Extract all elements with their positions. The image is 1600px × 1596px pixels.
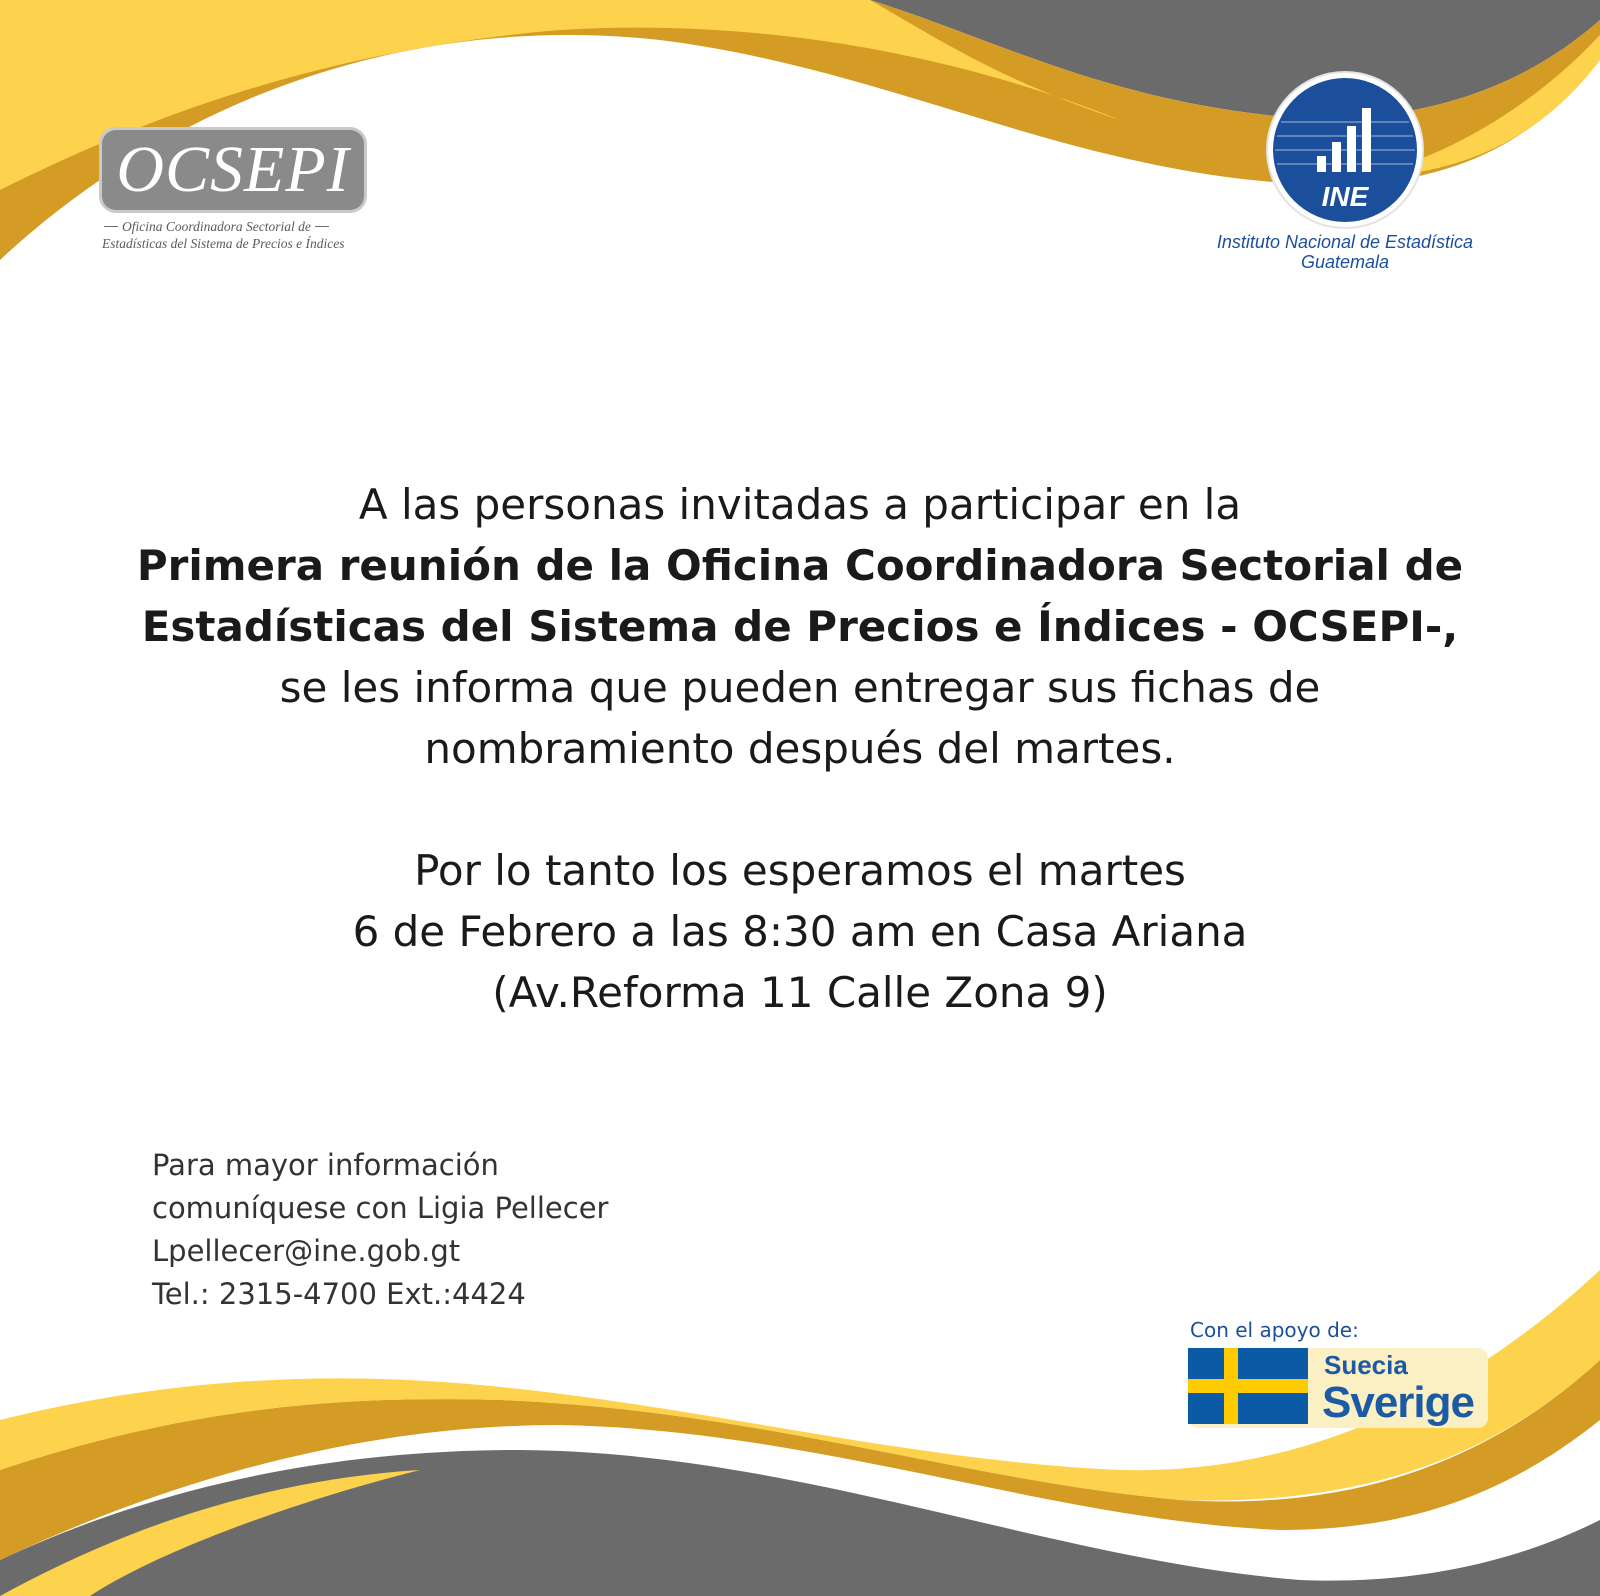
message-line: se les informa que pueden entregar sus fichas de <box>279 663 1321 712</box>
sweden-flag-icon <box>1188 1348 1308 1424</box>
sweden-name-sv: Sverige <box>1322 1378 1474 1427</box>
contact-phone: Tel.: 2315-4700 Ext.:4424 <box>152 1277 526 1311</box>
sweden-logo <box>1188 1348 1488 1428</box>
divider <box>315 226 329 227</box>
message-line-bold: Primera reunión de la Oficina Coordinadora Sectorial de <box>136 541 1464 590</box>
message-line: (Av.Reforma 11 Calle Zona 9) <box>492 968 1108 1017</box>
message-line-bold: Estadísticas del Sistema de Precios e Índices - OCSEPI-, <box>141 602 1459 651</box>
bar-chart-icon <box>1265 70 1425 230</box>
ocsepi-logo <box>102 130 368 252</box>
spacer <box>100 779 1500 840</box>
ine-country: Guatemala <box>1300 252 1390 272</box>
ine-name: Instituto Nacional de Estadística <box>1216 232 1474 252</box>
ocsepi-wordmark: OCSEPI <box>116 133 350 206</box>
support-label: Con el apoyo de: <box>1190 1318 1359 1342</box>
contact-info <box>152 1144 608 1316</box>
contact-email: Lpellecer@ine.gob.gt <box>152 1234 461 1268</box>
ocsepi-subtitle-line1: Oficina Coordinadora Sectorial de <box>122 219 311 234</box>
sweden-support <box>1188 1318 1488 1428</box>
message-line: nombramiento después del martes. <box>424 724 1176 773</box>
ine-logo <box>1190 70 1500 272</box>
ine-caption <box>1190 232 1500 272</box>
ine-acronym: INE <box>1321 181 1369 212</box>
divider <box>104 226 118 227</box>
message-line: Por lo tanto los esperamos el martes <box>414 846 1186 895</box>
contact-line: comuníquese con Ligia Pellecer <box>152 1191 609 1225</box>
ocsepi-subtitle <box>102 218 368 252</box>
ine-emblem <box>1265 70 1425 230</box>
contact-line: Para mayor información <box>152 1148 499 1182</box>
ocsepi-subtitle-line2: Estadísticas del Sistema de Precios e Índices <box>102 236 345 251</box>
message-line: A las personas invitadas a participar en la <box>358 480 1242 529</box>
ocsepi-logo-box <box>102 130 364 210</box>
message-line: 6 de Febrero a las 8:30 am en Casa Ariana <box>352 907 1248 956</box>
announcement-message <box>100 474 1500 1023</box>
sweden-name-es: Suecia <box>1324 1350 1408 1380</box>
